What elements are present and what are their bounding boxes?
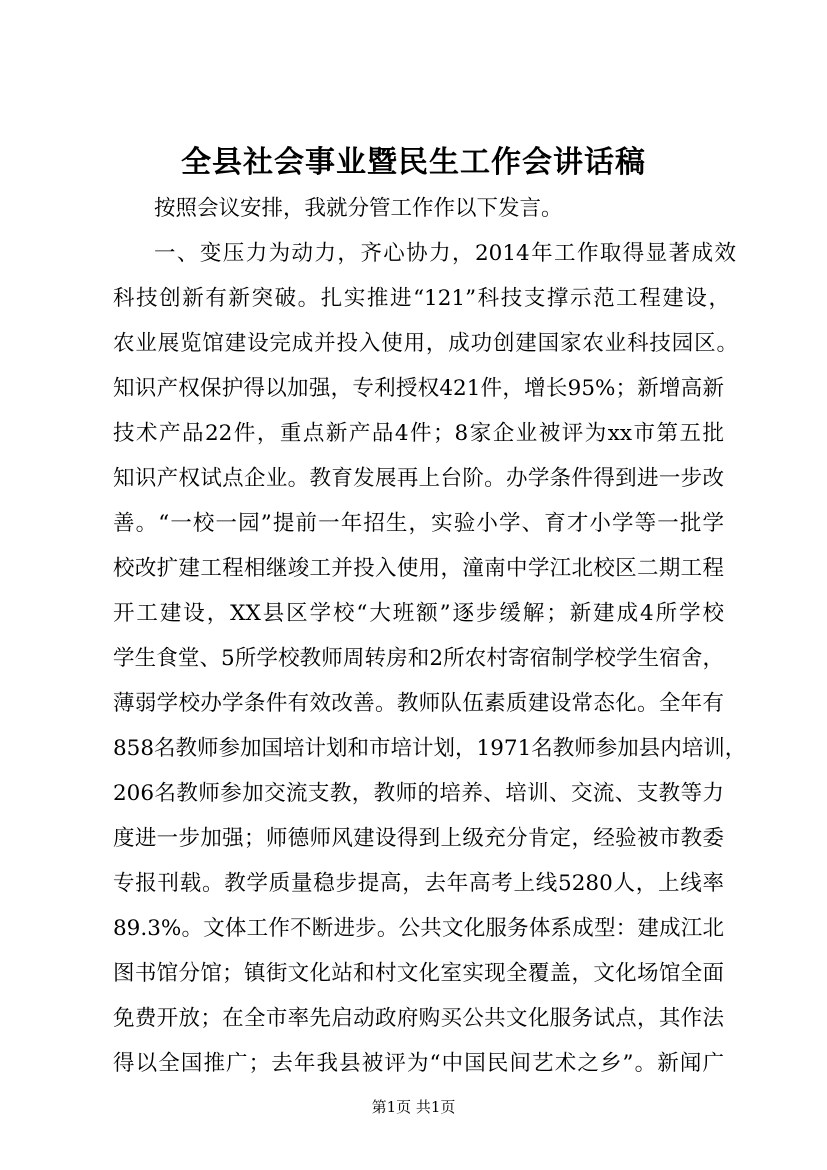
paragraph-line: 知识产权试点企业。教育发展再上台阶。办学条件得到进一步改 bbox=[113, 466, 724, 491]
paragraph-line: 一、变压力为动力，齐心协力，2014年工作取得显著成效 bbox=[154, 241, 736, 266]
paragraph-line: 858名教师参加国培计划和市培计划，1971名教师参加县内培训， bbox=[113, 736, 747, 761]
paragraph-line: 农业展览馆建设完成并投入使用，成功创建国家农业科技园区。 bbox=[113, 331, 738, 356]
paragraph-line: 技术产品22件，重点新产品4件；8家企业被评为xx市第五批 bbox=[113, 421, 724, 446]
paragraph-line: 206名教师参加交流支教，教师的培养、培训、交流、支教等力 bbox=[113, 781, 724, 806]
paragraph-line: 知识产权保护得以加强，专利授权421件，增长95%；新增高新 bbox=[113, 376, 724, 401]
paragraph-line: 学生食堂、5所学校教师周转房和2所农村寄宿制学校学生宿舍， bbox=[113, 646, 724, 671]
paragraph-line: 图书馆分馆；镇街文化站和村文化室实现全覆盖，文化场馆全面 bbox=[113, 961, 724, 986]
paragraph-line: 按照会议安排，我就分管工作作以下发言。 bbox=[154, 196, 563, 221]
paragraph-line: 开工建设，XX县区学校“大班额”逐步缓解；新建成4所学校 bbox=[113, 601, 724, 626]
paragraph-line: 校改扩建工程相继竣工并投入使用，潼南中学江北校区二期工程 bbox=[113, 556, 724, 581]
paragraph-line: 薄弱学校办学条件有效改善。教师队伍素质建设常态化。全年有 bbox=[113, 691, 724, 716]
document-title: 全县社会事业暨民生工作会讲话稿 bbox=[181, 145, 646, 180]
paragraph-line: 89.3%。文体工作不断进步。公共文化服务体系成型：建成江北 bbox=[113, 916, 724, 941]
paragraph-line: 得以全国推广；去年我县被评为“中国民间艺术之乡”。新闻广 bbox=[113, 1051, 724, 1076]
paragraph-line: 免费开放；在全市率先启动政府购买公共文化服务试点，其作法 bbox=[113, 1006, 724, 1031]
page-footer: 第1页 共1页 bbox=[371, 1098, 456, 1116]
paragraph-line: 度进一步加强；师德师风建设得到上级充分肯定，经验被市教委 bbox=[113, 826, 724, 851]
paragraph-line: 科技创新有新突破。扎实推进“121”科技支撑示范工程建设， bbox=[113, 286, 730, 311]
paragraph-line: 善。“一校一园”提前一年招生，实验小学、育才小学等一批学 bbox=[113, 511, 724, 536]
paragraph-line: 专报刊载。教学质量稳步提高，去年高考上线5280人，上线率 bbox=[113, 871, 724, 896]
